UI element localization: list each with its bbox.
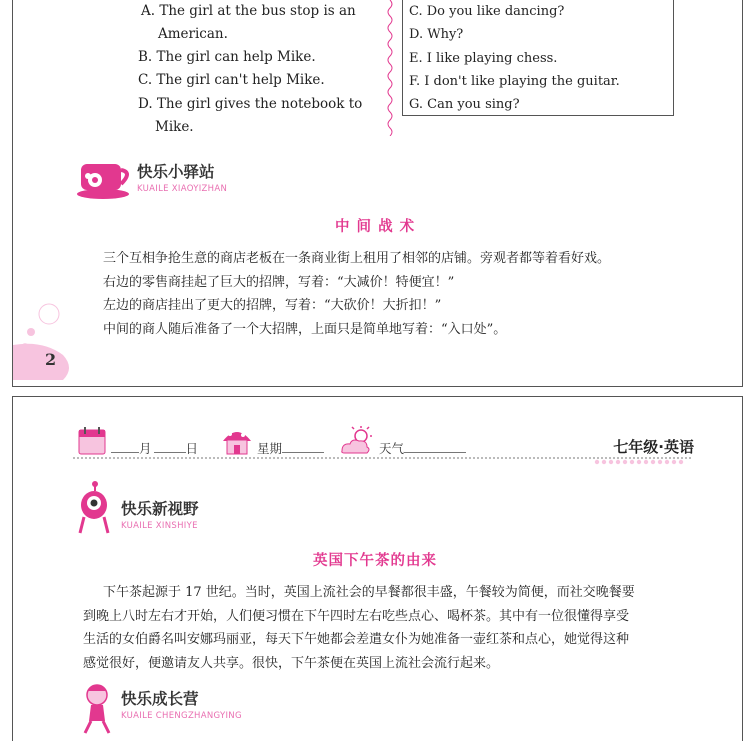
section-header-chengzhangying xyxy=(77,683,242,735)
answer-c: C. Do you like dancing? xyxy=(409,4,565,19)
section-header-xiaoyizhan xyxy=(75,158,227,202)
section-subtitle: KUAILE CHENGZHANGYING xyxy=(121,711,242,721)
grade-subject-label: 七年级·英语 xyxy=(613,438,694,456)
section-subtitle: KUAILE XINSHIYE xyxy=(121,521,198,531)
bubbles-decoration xyxy=(13,300,83,387)
option-b: B. The girl can help Mike. xyxy=(138,49,316,65)
section-title: 快乐小驿站 xyxy=(137,163,215,181)
paragraph-2: 右边的零售商挂起了巨大的招牌，写着：“大减价！特便宜！” xyxy=(103,275,455,290)
option-d: D. The girl gives the notebook to xyxy=(138,96,363,112)
section-title: 快乐成长营 xyxy=(121,690,199,708)
month-label: 月 xyxy=(139,441,152,456)
paragraph-1: 下午茶起源于 17 世纪。当时，英国上流社会的早餐都很丰盛，午餐较为简便，而社交晚餐要 xyxy=(103,585,635,600)
answer-d: D. Why? xyxy=(409,27,464,42)
running-kid-icon xyxy=(77,683,117,735)
wavy-divider xyxy=(385,0,395,136)
teacup-icon xyxy=(75,158,135,202)
house-icon xyxy=(219,425,255,457)
weather-label: 天气 xyxy=(379,441,405,456)
weather-icon xyxy=(339,425,375,457)
header-divider xyxy=(73,455,693,465)
day-label: 日 xyxy=(185,441,199,456)
page-number: 2 xyxy=(45,350,57,369)
paragraph-2: 到晚上八时左右才开始，人们便习惯在下午四时左右吃些点心、喝杯茶。其中有一位很懂得享受 xyxy=(83,609,630,624)
day-blank[interactable] xyxy=(154,440,186,453)
article-title: 英国下午茶的由来 xyxy=(313,553,437,569)
weather-blank[interactable] xyxy=(404,440,466,453)
section-subtitle: KUAILE XIAOYIZHAN xyxy=(137,184,228,194)
section-title: 快乐新视野 xyxy=(121,500,199,518)
answer-f: F. I don't like playing the guitar. xyxy=(409,74,620,89)
option-a-cont: American. xyxy=(158,26,228,42)
option-d-cont: Mike. xyxy=(155,119,194,135)
section-header-xinshiye xyxy=(75,481,199,537)
option-c: C. The girl can't help Mike. xyxy=(138,72,325,88)
answer-g: G. Can you sing? xyxy=(409,97,520,112)
weekday-blank[interactable] xyxy=(282,440,324,453)
calendar-icon xyxy=(75,425,111,457)
paragraph-4: 中间的商人随后准备了一个大招牌，上面只是简单地写着：“入口处”。 xyxy=(103,322,507,337)
paragraph-4: 感觉很好，便邀请友人共享。很快，下午茶便在英国上流社会流行起来。 xyxy=(83,656,500,671)
paragraph-1: 三个互相争抢生意的商店老板在一条商业街上租用了相邻的店铺。旁观者都等着看好戏。 xyxy=(103,251,611,266)
bottom-page xyxy=(12,396,743,741)
option-a: A. The girl at the bus stop is an xyxy=(141,3,356,19)
answer-e: E. I like playing chess. xyxy=(409,51,558,66)
top-page xyxy=(12,0,743,387)
month-blank[interactable] xyxy=(111,440,139,453)
weekday-label: 星期 xyxy=(257,441,283,456)
article-title: 中 间 战 术 xyxy=(335,219,416,235)
paragraph-3: 左边的商店挂出了更大的招牌，写着：“大砍价！大折扣！” xyxy=(103,298,442,313)
alien-mascot-icon xyxy=(75,481,113,537)
paragraph-3: 生活的女伯爵名叫安娜玛丽亚，每天下午她都会差遣女仆为她准备一壶红茶和点心，她觉得这种 xyxy=(83,632,630,647)
answer-options-box xyxy=(402,0,674,116)
